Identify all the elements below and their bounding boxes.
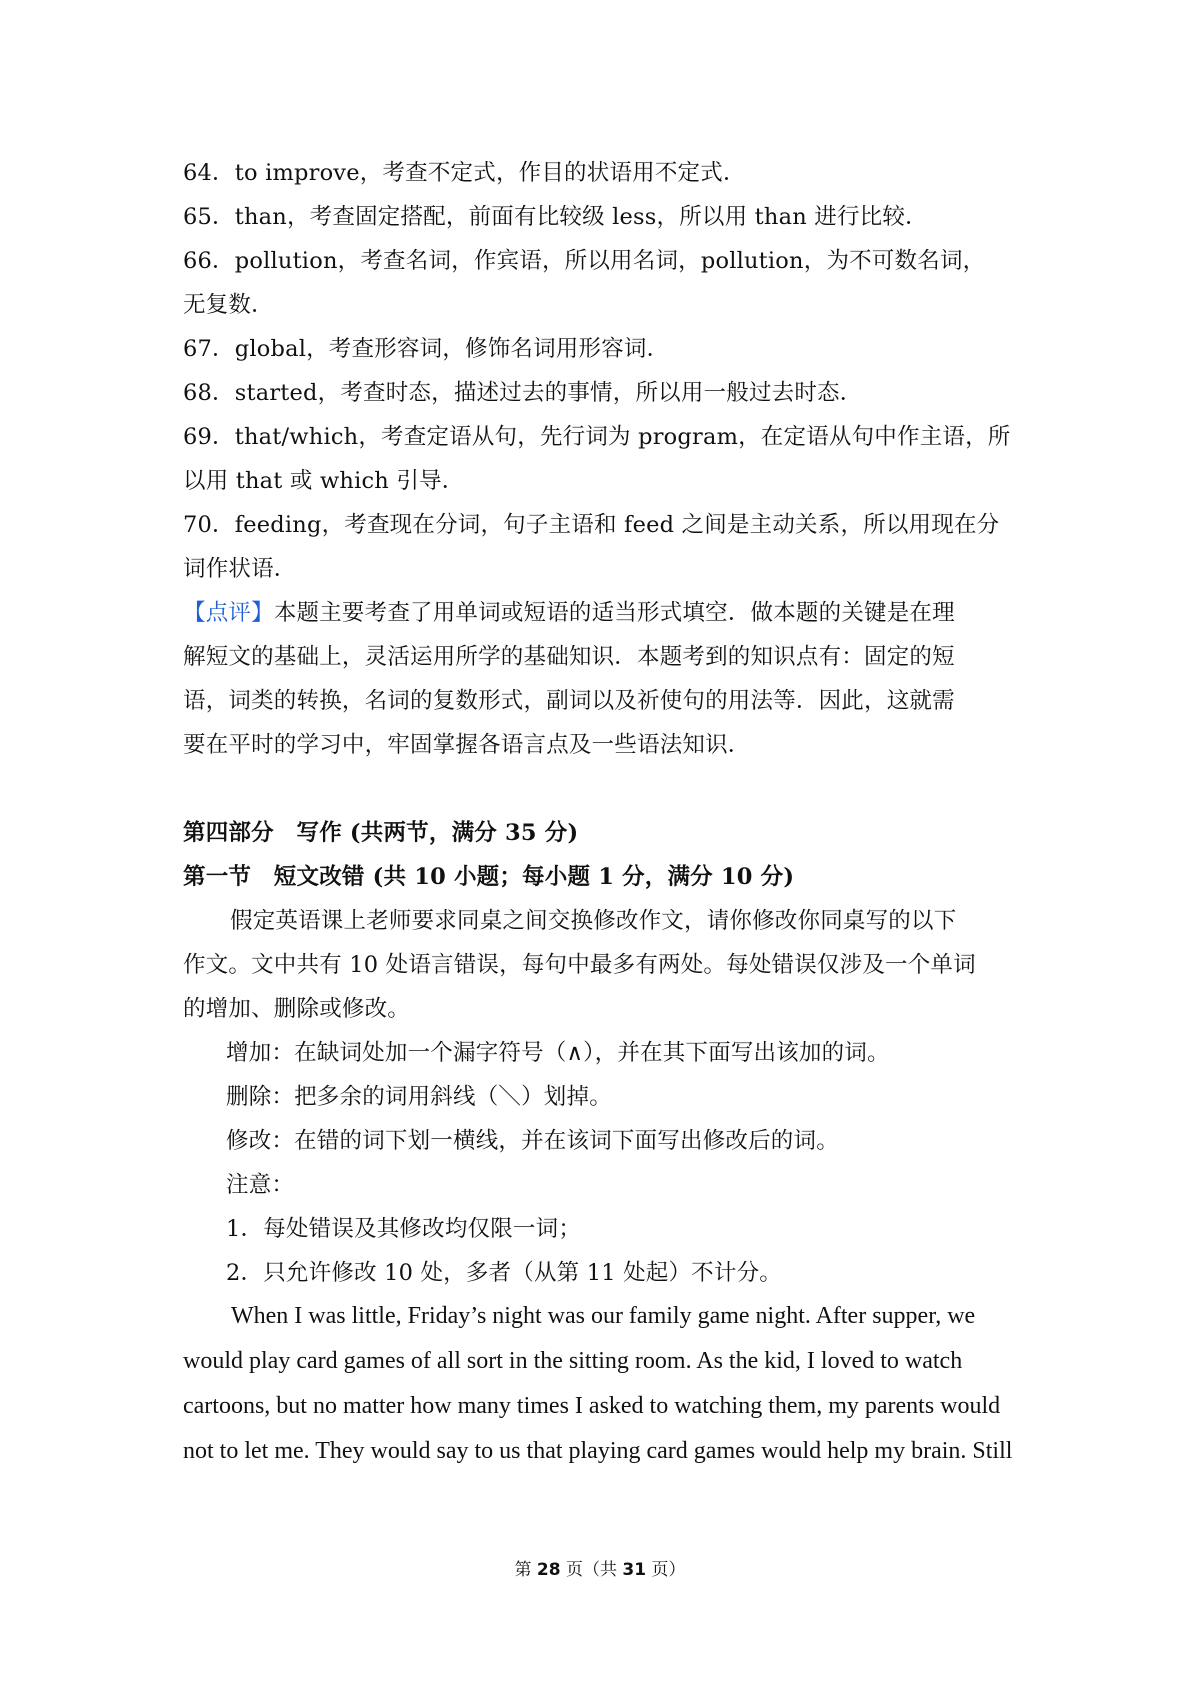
answer-text: global，考查形容词，修饰名词用形容词． [234,336,670,362]
essay-line-3: cartoons, but no matter how many times I asked to watching them, my parents would [183,1393,1001,1419]
answer-text: to improve，考查不定式，作目的状语用不定式． [234,160,746,186]
instruction-note: 注意： [226,1172,295,1198]
answer-68 [183,378,1023,408]
page-number: 28 [536,1560,561,1580]
footer-prefix: 第 [514,1560,537,1580]
instruction-line-3: 的增加、删除或修改。 [183,996,411,1022]
answer-69-continued [183,466,1023,496]
answer-text: 以用 that 或 which 引导． [183,468,465,494]
comment-label: 【点评】 [183,600,274,626]
answer-65 [183,202,1023,232]
answer-text: pollution，考查名词，作宾语，所以用名词，pollution，为不可数名词， [234,248,986,274]
answer-number: 65． [183,204,235,230]
comment-text: 本题主要考查了用单词或短语的适当形式填空．做本题的关键是在理 [273,600,955,626]
answer-67 [183,334,1023,364]
instruction-modify: 修改：在错的词下划一横线，并在该词下面写出修改后的词。 [226,1128,839,1154]
part-four-heading: 第四部分 写作 (共两节，满分 35 分) [183,820,579,846]
answer-number: 67． [183,336,235,362]
total-pages: 31 [622,1560,647,1580]
answer-70-continued [183,554,1023,584]
answer-69 [183,422,1023,452]
comment-text: 要在平时的学习中，牢固掌握各语言点及一些语法知识． [183,732,751,758]
answer-number: 66． [183,248,235,274]
instruction-note-1: 1．每处错误及其修改均仅限一词； [226,1216,582,1242]
footer-suffix: 页） [646,1560,686,1580]
answer-64 [183,158,1023,188]
answer-text: than，考查固定搭配，前面有比较级 less，所以用 than 进行比较． [234,204,928,230]
answer-number: 64． [183,160,235,186]
instruction-line-1: 假定英语课上老师要求同桌之间交换修改作文，请你修改你同桌写的以下 [230,908,957,934]
comment-line-1 [183,598,1023,628]
answer-70 [183,510,1023,540]
answer-number: 68． [183,380,235,406]
answer-number: 70． [183,512,235,538]
instruction-delete: 删除：把多余的词用斜线（＼）划掉。 [226,1084,612,1110]
answer-text: started，考查时态，描述过去的事情，所以用一般过去时态． [234,380,863,406]
answer-66-continued [183,290,1023,320]
instruction-add: 增加：在缺词处加一个漏字符号（∧），并在其下面写出该加的词。 [226,1040,890,1066]
comment-line-3 [183,686,1023,716]
instruction-note-2: 2．只允许修改 10 处，多者（从第 11 处起）不计分。 [226,1260,782,1286]
answer-text: feeding，考查现在分词，句子主语和 feed 之间是主动关系，所以用现在分 [234,512,1000,538]
essay-line-2: would play card games of all sort in the sitting room. As the kid, I loved to watch [183,1348,963,1374]
answer-text: 词作状语． [183,556,297,582]
page-footer [0,1559,1200,1581]
comment-line-2 [183,642,1023,672]
footer-middle: 页（共 [560,1560,623,1580]
comment-text: 解短文的基础上，灵活运用所学的基础知识．本题考到的知识点有：固定的短 [183,644,955,670]
essay-line-1: When I was little, Friday’s night was our family game night. After supper, we [231,1303,976,1329]
answer-number: 69． [183,424,235,450]
instruction-line-2: 作文。文中共有 10 处语言错误，每句中最多有两处。每处错误仅涉及一个单词 [183,952,976,978]
answer-text: 无复数． [183,292,274,318]
section-one-heading: 第一节 短文改错 (共 10 小题；每小题 1 分，满分 10 分) [183,864,795,890]
answer-66 [183,246,1023,276]
essay-line-4: not to let me. They would say to us that playing card games would help my brain. Still [183,1438,1013,1464]
comment-line-4 [183,730,1023,760]
comment-text: 语，词类的转换，名词的复数形式，副词以及祈使句的用法等．因此，这就需 [183,688,955,714]
answer-text: that/which，考查定语从句，先行词为 program，在定语从句中作主语，所 [234,424,1011,450]
